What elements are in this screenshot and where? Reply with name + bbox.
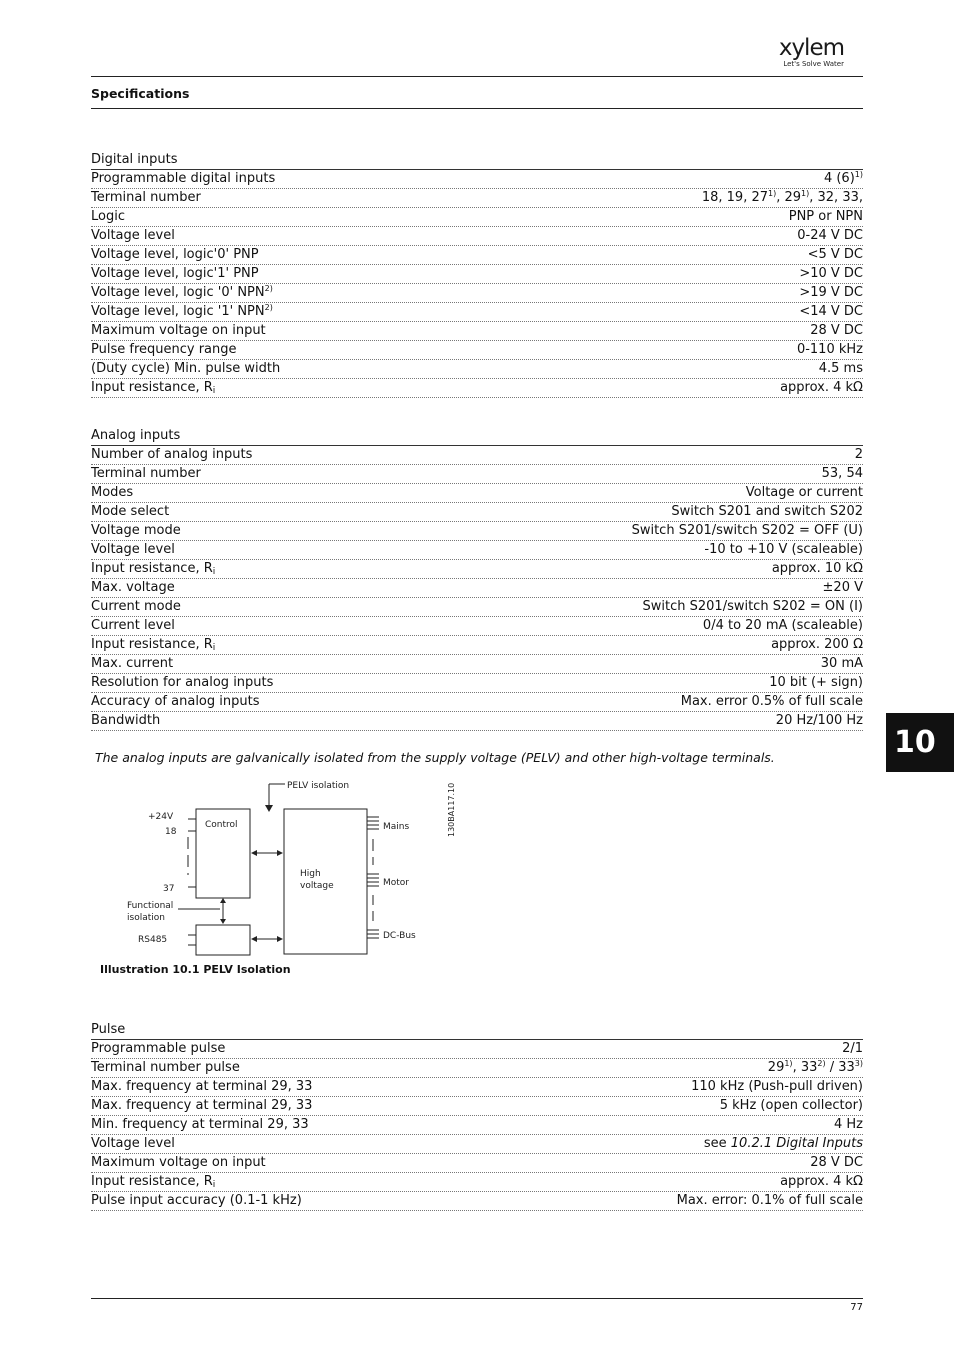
spec-label-text: Modes	[91, 485, 134, 500]
spec-label	[91, 1059, 240, 1077]
spec-label	[91, 360, 280, 378]
cross-reference: 10.2.1 Digital Inputs	[730, 1136, 863, 1151]
functional-isolation-label-2: isolation	[127, 913, 165, 923]
spec-row	[91, 1154, 863, 1173]
spec-label	[91, 465, 201, 483]
header-rule-top	[91, 76, 863, 77]
spec-row	[91, 227, 863, 246]
spec-value	[780, 1173, 863, 1191]
spec-row	[91, 170, 863, 189]
pulse-table	[91, 1020, 863, 1211]
spec-value-text: 0-24 V DC	[797, 228, 863, 243]
control-label: Control	[205, 820, 238, 830]
spec-value-text: approx. 4 kΩ	[780, 380, 863, 395]
spec-value	[789, 208, 863, 226]
terminal-37-label: 37	[163, 884, 175, 894]
subscript: i	[212, 386, 216, 396]
spec-label	[91, 484, 133, 502]
spec-label	[91, 636, 215, 654]
spec-label-text: Voltage mode	[91, 523, 181, 538]
spec-value	[799, 303, 863, 321]
functional-isolation-label-1: Functional	[127, 901, 174, 911]
spec-label	[91, 579, 175, 597]
spec-value-text: approx. 200 Ω	[771, 637, 863, 652]
spec-value-text: 28 V DC	[810, 1155, 863, 1170]
spec-value-text: 4 (6)	[823, 171, 855, 186]
spec-label	[91, 1154, 266, 1172]
spec-label-text: Max. current	[91, 656, 174, 671]
spec-label-text: Resolution for analog inputs	[91, 675, 274, 690]
arrow-left	[251, 936, 257, 942]
spec-value	[824, 170, 863, 188]
spec-value-text: 0/4 to 20 mA (scaleable)	[702, 618, 863, 633]
rs485-label: RS485	[138, 935, 168, 945]
dc-bus-label: DC-Bus	[383, 931, 416, 941]
spec-row	[91, 655, 863, 674]
spec-label	[91, 1078, 312, 1096]
arrow-right	[277, 850, 283, 856]
spec-label	[91, 693, 259, 711]
spec-row	[91, 522, 863, 541]
spec-row	[91, 246, 863, 265]
spec-row	[91, 712, 863, 731]
spec-row	[91, 560, 863, 579]
spec-label	[91, 246, 259, 264]
spec-label-text: (Duty cycle) Min. pulse width	[91, 361, 281, 376]
spec-value	[677, 1192, 863, 1210]
arrow-down	[220, 919, 226, 924]
spec-label	[91, 674, 273, 692]
spec-label	[91, 1097, 312, 1115]
illustration-caption: Illustration 10.1 PELV Isolation	[100, 963, 291, 976]
spec-label	[91, 227, 175, 245]
spec-value-text: approx. 4 kΩ	[780, 1174, 863, 1189]
dc-bus-terminals	[367, 930, 379, 938]
spec-value	[681, 693, 863, 711]
spec-row	[91, 541, 863, 560]
spec-value-text: 4.5 ms	[818, 361, 863, 376]
spec-value	[821, 655, 863, 673]
section-title: Specifications	[91, 86, 190, 101]
analog-isolation-note: The analog inputs are galvanically isolated from the supply voltage (PELV) and other high-voltage terminals.	[95, 750, 775, 765]
footnote-ref: 1)	[854, 170, 863, 179]
spec-label-text: Voltage level	[91, 228, 175, 243]
spec-value-text: , 33	[792, 1060, 818, 1075]
rs485-box	[196, 925, 250, 955]
spec-label	[91, 446, 252, 464]
spec-row	[91, 1173, 863, 1192]
spec-label-text: Bandwidth	[91, 713, 161, 728]
spec-label	[91, 284, 273, 302]
footnote-ref: 3)	[854, 1059, 863, 1068]
spec-label-text: Maximum voltage on input	[91, 1155, 266, 1170]
spec-value	[720, 1097, 863, 1115]
spec-value	[822, 465, 863, 483]
spec-row	[91, 617, 863, 636]
terminal-18-label: 18	[165, 827, 177, 837]
spec-value	[691, 1078, 863, 1096]
spec-label-text: Input resistance, R	[91, 637, 213, 652]
spec-label-text: Terminal number	[91, 466, 201, 481]
footnote-ref: 2)	[817, 1059, 826, 1068]
spec-row	[91, 303, 863, 322]
subscript: i	[212, 643, 216, 653]
spec-label	[91, 341, 237, 359]
spec-label	[91, 1135, 175, 1153]
spec-label	[91, 598, 181, 616]
logo-tagline: Let's Solve Water	[783, 60, 844, 68]
spec-row	[91, 598, 863, 617]
spec-value-text: 29	[767, 1060, 785, 1075]
spec-value-text: 53, 54	[821, 466, 863, 481]
spec-value	[703, 617, 863, 635]
spec-value-text: Voltage or current	[745, 485, 863, 500]
spec-value	[769, 674, 863, 692]
spec-label	[91, 265, 259, 283]
spec-label	[91, 1192, 302, 1210]
spec-label-text: Accuracy of analog inputs	[91, 694, 260, 709]
spec-label-text: Max. voltage	[91, 580, 175, 595]
spec-label-text: Programmable digital inputs	[91, 171, 276, 186]
pelv-isolation-diagram	[110, 775, 470, 960]
spec-label-text: Voltage level, logic '0' NPN	[91, 285, 265, 300]
footnote-ref: 2)	[264, 284, 273, 293]
page-number: 77	[850, 1302, 863, 1313]
footnote-ref: 1)	[768, 189, 777, 198]
spec-value-text: 2	[854, 447, 863, 462]
spec-row	[91, 693, 863, 712]
spec-label	[91, 503, 169, 521]
spec-label	[91, 322, 266, 340]
spec-value	[768, 1059, 863, 1077]
spec-label-text: Voltage level, logic'0' PNP	[91, 247, 259, 262]
spec-value-text: 4 Hz	[833, 1117, 863, 1132]
digital-inputs-title: Digital inputs	[91, 150, 863, 170]
pulse-title: Pulse	[91, 1020, 863, 1040]
logo-name: xylem	[778, 35, 844, 61]
chapter-tab: 10	[886, 713, 954, 772]
spec-value	[704, 1135, 863, 1153]
spec-row	[91, 341, 863, 360]
spec-value	[704, 541, 863, 559]
spec-value	[776, 712, 863, 730]
spec-row	[91, 208, 863, 227]
spec-label-text: Pulse frequency range	[91, 342, 237, 357]
spec-value-text: -10 to +10 V (scaleable)	[704, 542, 863, 557]
spec-value-text: 10 bit (+ sign)	[769, 675, 863, 690]
spec-value-text: 18, 19, 27	[701, 190, 768, 205]
spec-label	[91, 617, 175, 635]
motor-label: Motor	[383, 878, 410, 888]
spec-row	[91, 674, 863, 693]
spec-label-text: Programmable pulse	[91, 1041, 226, 1056]
spec-value	[632, 522, 863, 540]
spec-row	[91, 189, 863, 208]
spec-value-text: , 29	[776, 190, 802, 205]
diagram-code: 130BA117.10	[447, 782, 456, 837]
spec-label	[91, 541, 175, 559]
spec-value	[797, 227, 863, 245]
arrow-up	[220, 898, 226, 903]
motor-terminals	[367, 874, 379, 886]
spec-label-text: Min. frequency at terminal 29, 33	[91, 1117, 309, 1132]
spec-value-text: PNP or NPN	[788, 209, 863, 224]
spec-row	[91, 465, 863, 484]
spec-value-text: <14 V DC	[799, 304, 863, 319]
spec-value	[823, 579, 863, 597]
spec-label	[91, 1040, 225, 1058]
spec-value	[810, 322, 863, 340]
spec-value-text: 28 V DC	[810, 323, 863, 338]
spec-value	[643, 598, 863, 616]
spec-value	[671, 503, 863, 521]
spec-row	[91, 484, 863, 503]
spec-label	[91, 379, 215, 397]
spec-value-text: Switch S201/switch S202 = OFF (U)	[631, 523, 863, 538]
high-voltage-label-2: voltage	[300, 881, 334, 891]
spec-row	[91, 1116, 863, 1135]
spec-value	[771, 636, 863, 654]
spec-label	[91, 560, 215, 578]
digital-inputs-table	[91, 150, 863, 398]
spec-value-text: >10 V DC	[799, 266, 863, 281]
spec-label-text: Maximum voltage on input	[91, 323, 266, 338]
spec-value-text: , 32, 33,	[809, 190, 863, 205]
spec-value	[799, 284, 863, 302]
pelv-label: PELV isolation	[287, 781, 350, 791]
spec-value-text: 30 mA	[820, 656, 863, 671]
spec-label	[91, 712, 160, 730]
spec-value-text: >19 V DC	[799, 285, 863, 300]
spec-value-text: approx. 10 kΩ	[771, 561, 863, 576]
spec-label	[91, 170, 275, 188]
spec-label-text: Voltage level	[91, 1136, 175, 1151]
mains-terminals	[367, 817, 379, 829]
footnote-ref: 1)	[784, 1059, 793, 1068]
spec-value-text: Max. error: 0.1% of full scale	[676, 1193, 863, 1208]
spec-value	[819, 360, 863, 378]
spec-label	[91, 1116, 309, 1134]
spec-value-text: / 33	[825, 1060, 855, 1075]
spec-value-text: ±20 V	[822, 580, 863, 595]
spec-value-text: see	[703, 1136, 731, 1151]
spec-label-text: Voltage level, logic '1' NPN	[91, 304, 265, 319]
spec-label	[91, 208, 125, 226]
spec-row	[91, 284, 863, 303]
spec-value-text: 20 Hz/100 Hz	[775, 713, 863, 728]
analog-inputs-table	[91, 426, 863, 731]
spec-label-text: Input resistance, R	[91, 561, 213, 576]
spec-value	[797, 341, 863, 359]
spec-label-text: Voltage level	[91, 542, 175, 557]
spec-value-text: <5 V DC	[807, 247, 863, 262]
spec-label-text: Max. frequency at terminal 29, 33	[91, 1079, 313, 1094]
mains-label: Mains	[383, 822, 410, 832]
spec-value-text: 5 kHz (open collector)	[719, 1098, 863, 1113]
plus24v-label: +24V	[148, 812, 174, 822]
spec-label-text: Current level	[91, 618, 175, 633]
high-voltage-label-1: High	[300, 869, 321, 879]
spec-value	[810, 1154, 863, 1172]
spec-value	[780, 379, 863, 397]
spec-label-text: Number of analog inputs	[91, 447, 253, 462]
spec-row	[91, 265, 863, 284]
spec-value-text: 0-110 kHz	[796, 342, 863, 357]
spec-label	[91, 522, 181, 540]
spec-label-text: Mode select	[91, 504, 170, 519]
spec-row	[91, 503, 863, 522]
spec-label	[91, 1173, 215, 1191]
arrow-right	[277, 936, 283, 942]
spec-label	[91, 189, 201, 207]
spec-row	[91, 322, 863, 341]
spec-row	[91, 1059, 863, 1078]
footnote-ref: 2)	[264, 303, 273, 312]
spec-value-text: Max. error 0.5% of full scale	[680, 694, 863, 709]
spec-label-text: Pulse input accuracy (0.1-1 kHz)	[91, 1193, 302, 1208]
spec-value-text: 110 kHz (Push-pull driven)	[691, 1079, 863, 1094]
analog-inputs-title: Analog inputs	[91, 426, 863, 446]
spec-row	[91, 360, 863, 379]
spec-value-text: Switch S201 and switch S202	[671, 504, 863, 519]
spec-row	[91, 1097, 863, 1116]
spec-value-text: Switch S201/switch S202 = ON (I)	[642, 599, 863, 614]
spec-row	[91, 1040, 863, 1059]
spec-value-text: 2/1	[842, 1041, 863, 1056]
spec-label-text: Terminal number pulse	[91, 1060, 240, 1075]
footer-rule	[91, 1298, 863, 1299]
spec-value	[772, 560, 863, 578]
spec-label	[91, 303, 273, 321]
spec-value	[799, 265, 863, 283]
spec-value	[855, 446, 863, 464]
spec-label-text: Terminal number	[91, 190, 201, 205]
spec-label-text: Max. frequency at terminal 29, 33	[91, 1098, 313, 1113]
pelv-arrow-head	[265, 805, 273, 812]
subscript: i	[212, 567, 216, 577]
spec-label-text: Voltage level, logic'1' PNP	[91, 266, 259, 281]
spec-row	[91, 1192, 863, 1211]
xylem-logo	[779, 36, 844, 69]
arrow-left	[251, 850, 257, 856]
spec-value	[834, 1116, 863, 1134]
subscript: i	[212, 1180, 216, 1190]
spec-row	[91, 1078, 863, 1097]
spec-label-text: Input resistance, R	[91, 1174, 213, 1189]
footnote-ref: 1)	[801, 189, 810, 198]
spec-label-text: Current mode	[91, 599, 181, 614]
spec-row	[91, 579, 863, 598]
spec-row	[91, 379, 863, 398]
spec-value	[702, 189, 863, 207]
spec-value	[746, 484, 863, 502]
header-rule-bottom	[91, 108, 863, 109]
spec-row	[91, 1135, 863, 1154]
spec-value	[808, 246, 863, 264]
spec-label-text: Logic	[91, 209, 125, 224]
spec-row	[91, 446, 863, 465]
spec-label-text: Input resistance, R	[91, 380, 213, 395]
spec-label	[91, 655, 173, 673]
spec-value	[842, 1040, 863, 1058]
spec-row	[91, 636, 863, 655]
